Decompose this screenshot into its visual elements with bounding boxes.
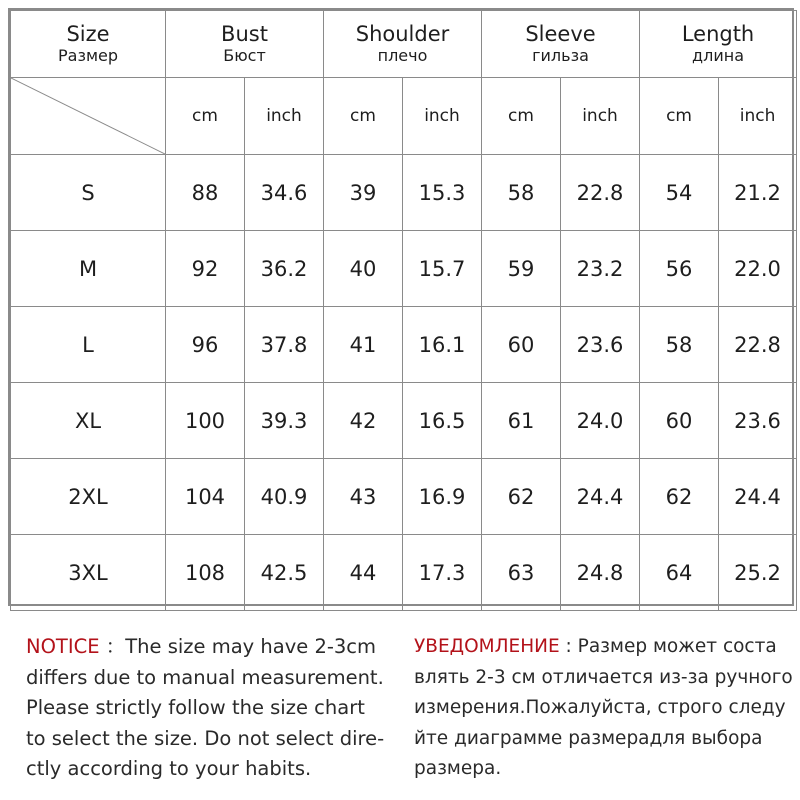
header-bust xyxy=(166,11,324,78)
measure-cell: 60 xyxy=(640,383,719,459)
measure-cell: 41 xyxy=(324,307,403,383)
measure-cell: 24.4 xyxy=(561,459,640,535)
measure-cell: 22.8 xyxy=(561,155,640,231)
header-length xyxy=(640,11,797,78)
measure-cell: 23.6 xyxy=(719,383,797,459)
table-row xyxy=(11,383,797,459)
notice-line xyxy=(414,632,790,663)
measure-cell: 37.8 xyxy=(245,307,324,383)
measure-cell: 96 xyxy=(166,307,245,383)
header-bust-en: Bust xyxy=(221,22,268,46)
diagonal-line xyxy=(11,78,165,154)
header-length-en: Length xyxy=(681,22,755,46)
measure-cell: 44 xyxy=(324,535,403,611)
unit-cell: inch xyxy=(245,78,324,155)
table-row xyxy=(11,459,797,535)
size-label: L xyxy=(11,307,166,383)
header-shoulder xyxy=(324,11,482,78)
measure-cell: 23.2 xyxy=(561,231,640,307)
measure-cell: 42 xyxy=(324,383,403,459)
measure-cell: 39.3 xyxy=(245,383,324,459)
measure-cell: 40.9 xyxy=(245,459,324,535)
measure-cell: 25.2 xyxy=(719,535,797,611)
measure-cell: 104 xyxy=(166,459,245,535)
notice-russian xyxy=(414,632,793,785)
measure-cell: 60 xyxy=(482,307,561,383)
notice-label: УВЕДОМЛЕНИЕ xyxy=(414,636,560,657)
measure-cell: 100 xyxy=(166,383,245,459)
notice-line: размера. xyxy=(414,758,502,779)
notice-line: Please strictly follow the size chart xyxy=(26,696,365,719)
size-label: M xyxy=(11,231,166,307)
size-label: 3XL xyxy=(11,535,166,611)
measure-cell: 40 xyxy=(324,231,403,307)
notice-line xyxy=(26,632,386,663)
measure-cell: 16.9 xyxy=(403,459,482,535)
header-sleeve-en: Sleeve xyxy=(525,22,596,46)
measure-cell: 58 xyxy=(640,307,719,383)
measure-cell: 59 xyxy=(482,231,561,307)
header-length-ru: длина xyxy=(692,46,744,65)
measure-cell: 92 xyxy=(166,231,245,307)
measure-cell: 62 xyxy=(482,459,561,535)
notice-line: ctly according to your habits. xyxy=(26,757,312,780)
unit-cell: cm xyxy=(166,78,245,155)
measure-cell: 58 xyxy=(482,155,561,231)
measure-cell: 15.3 xyxy=(403,155,482,231)
diagonal-corner-cell xyxy=(11,78,166,155)
measure-cell: 15.7 xyxy=(403,231,482,307)
measure-cell: 22.0 xyxy=(719,231,797,307)
size-label: XL xyxy=(11,383,166,459)
header-shoulder-en: Shoulder xyxy=(355,22,450,46)
measure-cell: 16.1 xyxy=(403,307,482,383)
measure-cell: 62 xyxy=(640,459,719,535)
measure-cell: 54 xyxy=(640,155,719,231)
unit-cell: cm xyxy=(324,78,403,155)
unit-cell: inch xyxy=(719,78,797,155)
measure-cell: 108 xyxy=(166,535,245,611)
notice-line: to select the size. Do not select dire- xyxy=(26,726,385,750)
measure-cell: 36.2 xyxy=(245,231,324,307)
measure-cell: 24.4 xyxy=(719,459,797,535)
units-row xyxy=(11,78,797,155)
header-size xyxy=(11,11,166,78)
measure-cell: 88 xyxy=(166,155,245,231)
table-row xyxy=(11,307,797,383)
notice-line: йте диаграмме размерадля выбора xyxy=(414,727,763,749)
measure-cell: 56 xyxy=(640,231,719,307)
unit-cell: cm xyxy=(482,78,561,155)
notice-english xyxy=(26,632,386,785)
unit-cell: inch xyxy=(403,78,482,155)
header-sleeve xyxy=(482,11,640,78)
size-label: 2XL xyxy=(11,459,166,535)
measure-cell: 16.5 xyxy=(403,383,482,459)
measure-cell: 22.8 xyxy=(719,307,797,383)
unit-cell: inch xyxy=(561,78,640,155)
measure-cell: 24.0 xyxy=(561,383,640,459)
notice-line: differs due to manual measurement. xyxy=(26,665,384,689)
size-label: S xyxy=(11,155,166,231)
measure-cell: 42.5 xyxy=(245,535,324,611)
notice-line: влять 2-3 см отличается из-за ручного xyxy=(414,666,793,688)
notice-line: измерения.Пожалуйста, строго следу xyxy=(414,697,786,718)
measure-cell: 64 xyxy=(640,535,719,611)
size-table xyxy=(10,10,797,611)
measure-cell: 43 xyxy=(324,459,403,535)
table-row xyxy=(11,535,797,611)
notice-text: ：The size may have 2-3cm xyxy=(99,635,377,658)
measure-cell: 17.3 xyxy=(403,535,482,611)
measure-cell: 39 xyxy=(324,155,403,231)
table-row xyxy=(11,155,797,231)
table-row xyxy=(11,231,797,307)
notice-text: : Размер может соста xyxy=(559,636,777,657)
header-size-en: Size xyxy=(66,22,110,46)
measure-cell: 61 xyxy=(482,383,561,459)
header-row xyxy=(11,11,797,78)
header-bust-ru: Бюст xyxy=(223,46,266,65)
size-chart xyxy=(8,8,794,606)
header-shoulder-ru: плечо xyxy=(377,46,428,65)
header-sleeve-ru: гильза xyxy=(532,46,589,65)
measure-cell: 24.8 xyxy=(561,535,640,611)
measure-cell: 63 xyxy=(482,535,561,611)
measure-cell: 23.6 xyxy=(561,307,640,383)
unit-cell: cm xyxy=(640,78,719,155)
header-size-ru: Размер xyxy=(57,46,119,65)
measure-cell: 34.6 xyxy=(245,155,324,231)
notice-label: NOTICE xyxy=(26,635,100,658)
measure-cell: 21.2 xyxy=(719,155,797,231)
